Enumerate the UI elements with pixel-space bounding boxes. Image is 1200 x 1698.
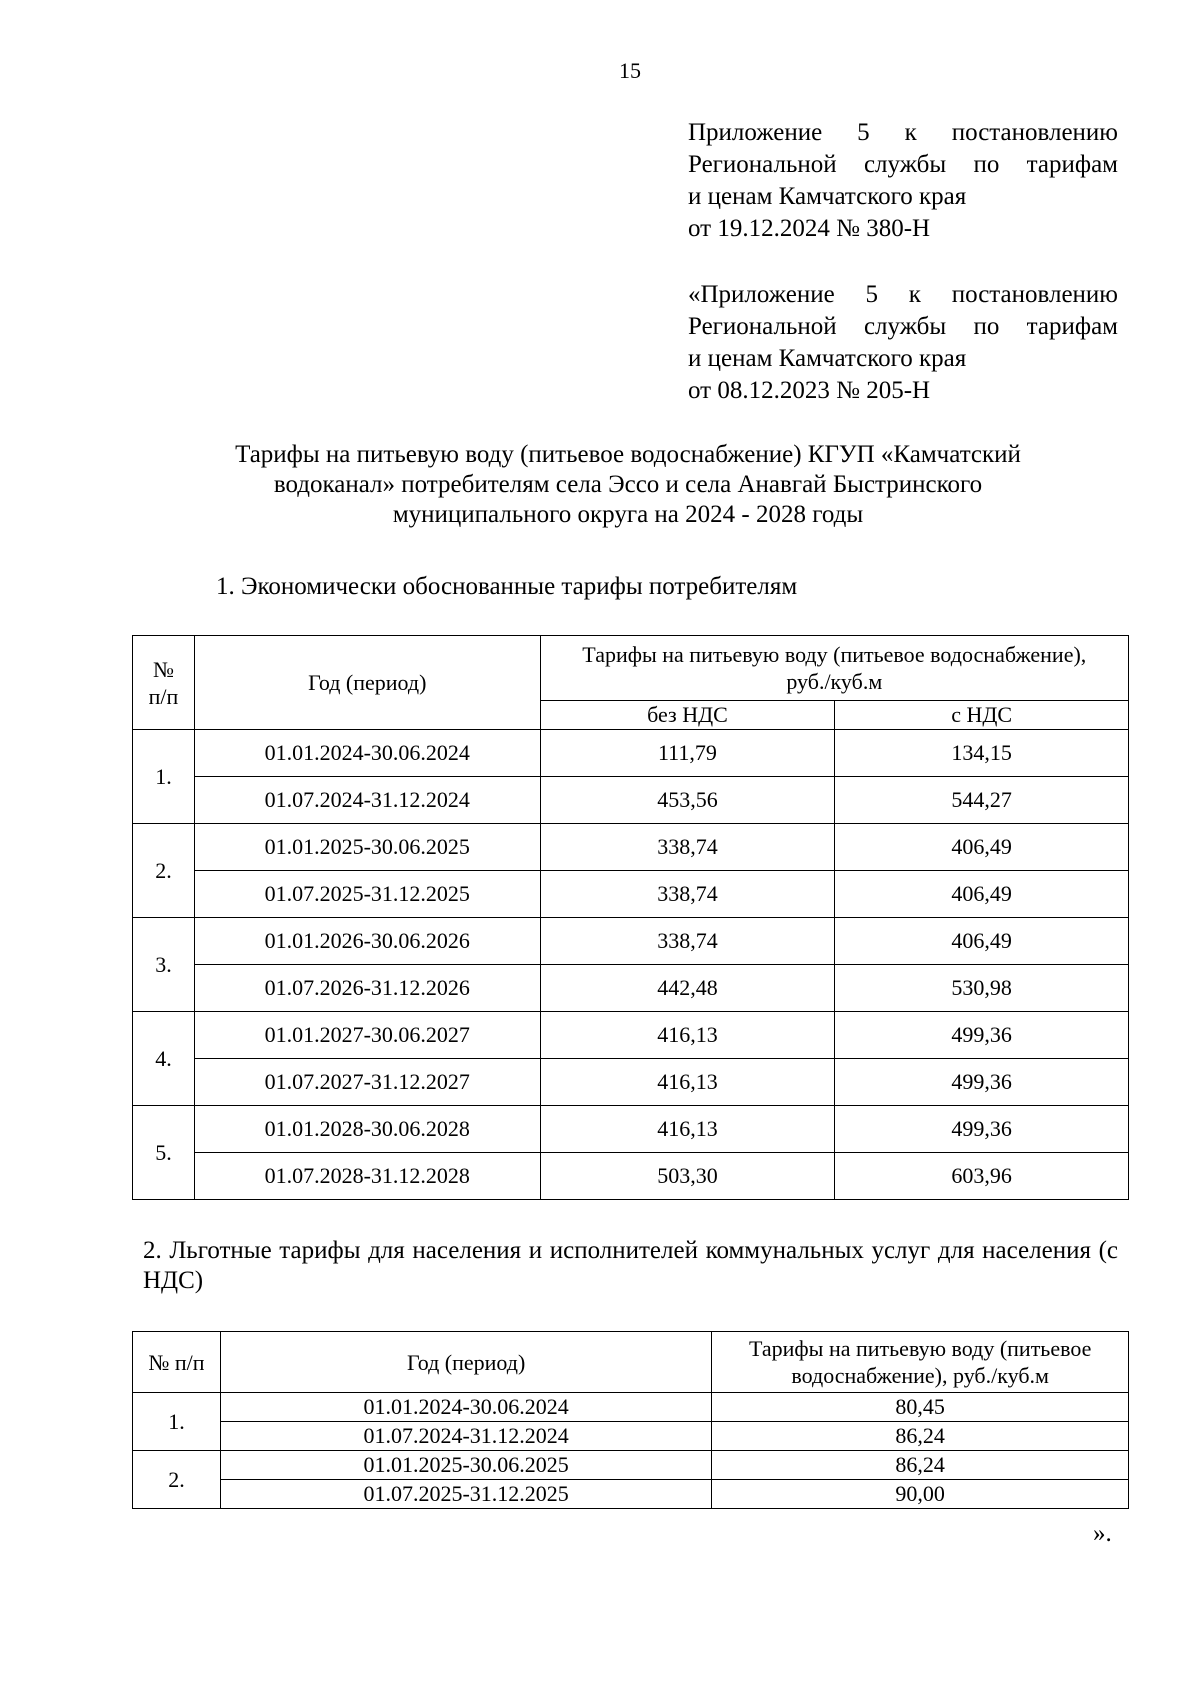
cell-period: 01.01.2027-30.06.2027: [194, 1012, 540, 1059]
row-number: 3.: [133, 918, 195, 1012]
page-number: 15: [619, 58, 641, 83]
header-tariff-line1: Тарифы на питьевую воду (питьевое водоснабжение),: [582, 642, 1087, 667]
preferential-tariffs-table: [132, 1331, 1129, 1509]
cell-with-vat: 603,96: [835, 1153, 1129, 1200]
document-title: [133, 440, 1123, 530]
header-with-vat: с НДС: [835, 701, 1129, 730]
row-number: 5.: [133, 1106, 195, 1200]
cell-no-vat: 338,74: [540, 918, 835, 965]
cell-with-vat: 134,15: [835, 730, 1129, 777]
cell-period: 01.01.2028-30.06.2028: [194, 1106, 540, 1153]
row-number: 2.: [133, 824, 195, 918]
appendix-reference-current: [688, 117, 1118, 245]
cell-with-vat: 499,36: [835, 1106, 1129, 1153]
economic-tariffs-table: [132, 635, 1129, 1200]
cell-no-vat: 453,56: [540, 777, 835, 824]
cell-value: 86,24: [712, 1422, 1129, 1451]
header-tariff: [540, 636, 1128, 701]
row-number: 2.: [133, 1451, 221, 1509]
cell-with-vat: 544,27: [835, 777, 1129, 824]
table-row: [133, 1451, 1129, 1480]
header-no-vat: без НДС: [540, 701, 835, 730]
row-number: 1.: [133, 730, 195, 824]
table-row: [133, 1480, 1129, 1509]
header-period: Год (период): [220, 1332, 711, 1393]
table-row: [133, 1153, 1129, 1200]
header-tariff-line1: Тарифы на питьевую воду (питьевое: [748, 1336, 1092, 1361]
appendix-line: от 08.12.2023 № 205-Н: [688, 377, 931, 404]
appendix-reference-previous: [688, 279, 1118, 407]
table-row: [133, 1106, 1129, 1153]
cell-no-vat: 442,48: [540, 965, 835, 1012]
cell-no-vat: 338,74: [540, 824, 835, 871]
table-row: [133, 777, 1129, 824]
table-row: [133, 965, 1129, 1012]
section1-heading: 1. Экономически обоснованные тарифы потребителям: [216, 573, 798, 600]
header-period: Год (период): [194, 636, 540, 730]
appendix-line: Региональной службы по тарифам: [688, 313, 1118, 340]
row-number: 1.: [133, 1393, 221, 1451]
cell-with-vat: 530,98: [835, 965, 1129, 1012]
cell-period: 01.01.2026-30.06.2026: [194, 918, 540, 965]
cell-value: 90,00: [712, 1480, 1129, 1509]
header-num: № п/п: [133, 1332, 221, 1393]
appendix-line: «Приложение 5 к постановлению: [688, 281, 1118, 308]
row-number: 4.: [133, 1012, 195, 1106]
table-row: [133, 730, 1129, 777]
appendix-line: Приложение 5 к постановлению: [688, 119, 1118, 146]
cell-period: 01.07.2025-31.12.2025: [194, 871, 540, 918]
title-line: водоканал» потребителям села Эссо и села Анавгай Быстринского: [273, 471, 983, 498]
table-row: [133, 824, 1129, 871]
cell-no-vat: 416,13: [540, 1012, 835, 1059]
table-row: [133, 1393, 1129, 1422]
header-tariff-line2: руб./куб.м: [786, 669, 883, 694]
cell-with-vat: 406,49: [835, 871, 1129, 918]
cell-no-vat: 111,79: [540, 730, 835, 777]
table-row: [133, 1012, 1129, 1059]
header-num-line1: №: [152, 656, 174, 682]
appendix-line: от 19.12.2024 № 380-Н: [688, 215, 931, 242]
table-row: [133, 918, 1129, 965]
cell-period: 01.01.2025-30.06.2025: [220, 1451, 711, 1480]
appendix-line: и ценам Камчатского края: [688, 345, 967, 372]
cell-with-vat: 499,36: [835, 1059, 1129, 1106]
appendix-line: и ценам Камчатского края: [688, 183, 967, 210]
cell-period: 01.07.2024-31.12.2024: [194, 777, 540, 824]
cell-period: 01.07.2027-31.12.2027: [194, 1059, 540, 1106]
cell-value: 80,45: [712, 1393, 1129, 1422]
cell-period: 01.01.2024-30.06.2024: [194, 730, 540, 777]
title-line: Тарифы на питьевую воду (питьевое водоснабжение) КГУП «Камчатский: [235, 441, 1021, 468]
table-row: [133, 1422, 1129, 1451]
table-row: [133, 871, 1129, 918]
cell-period: 01.07.2028-31.12.2028: [194, 1153, 540, 1200]
cell-no-vat: 416,13: [540, 1106, 835, 1153]
cell-no-vat: 503,30: [540, 1153, 835, 1200]
cell-with-vat: 406,49: [835, 824, 1129, 871]
cell-period: 01.01.2025-30.06.2025: [194, 824, 540, 871]
cell-no-vat: 338,74: [540, 871, 835, 918]
cell-period: 01.07.2024-31.12.2024: [220, 1422, 711, 1451]
cell-period: 01.07.2026-31.12.2026: [194, 965, 540, 1012]
cell-with-vat: 406,49: [835, 918, 1129, 965]
cell-no-vat: 416,13: [540, 1059, 835, 1106]
cell-period: 01.01.2024-30.06.2024: [220, 1393, 711, 1422]
header-tariff: [712, 1332, 1129, 1393]
title-line: муниципального округа на 2024 - 2028 годы: [392, 501, 864, 528]
section2-heading: 2. Льготные тарифы для населения и исполнителей коммунальных услуг для населения (с НДС): [143, 1237, 1118, 1294]
header-num-line2: п/п: [148, 683, 179, 709]
table-row: [133, 1059, 1129, 1106]
cell-with-vat: 499,36: [835, 1012, 1129, 1059]
header-num: [133, 636, 195, 730]
header-tariff-line2: водоснабжение), руб./куб.м: [791, 1363, 1049, 1388]
appendix-line: Региональной службы по тарифам: [688, 151, 1118, 178]
closing-quote: ».: [1093, 1520, 1112, 1547]
cell-value: 86,24: [712, 1451, 1129, 1480]
cell-period: 01.07.2025-31.12.2025: [220, 1480, 711, 1509]
